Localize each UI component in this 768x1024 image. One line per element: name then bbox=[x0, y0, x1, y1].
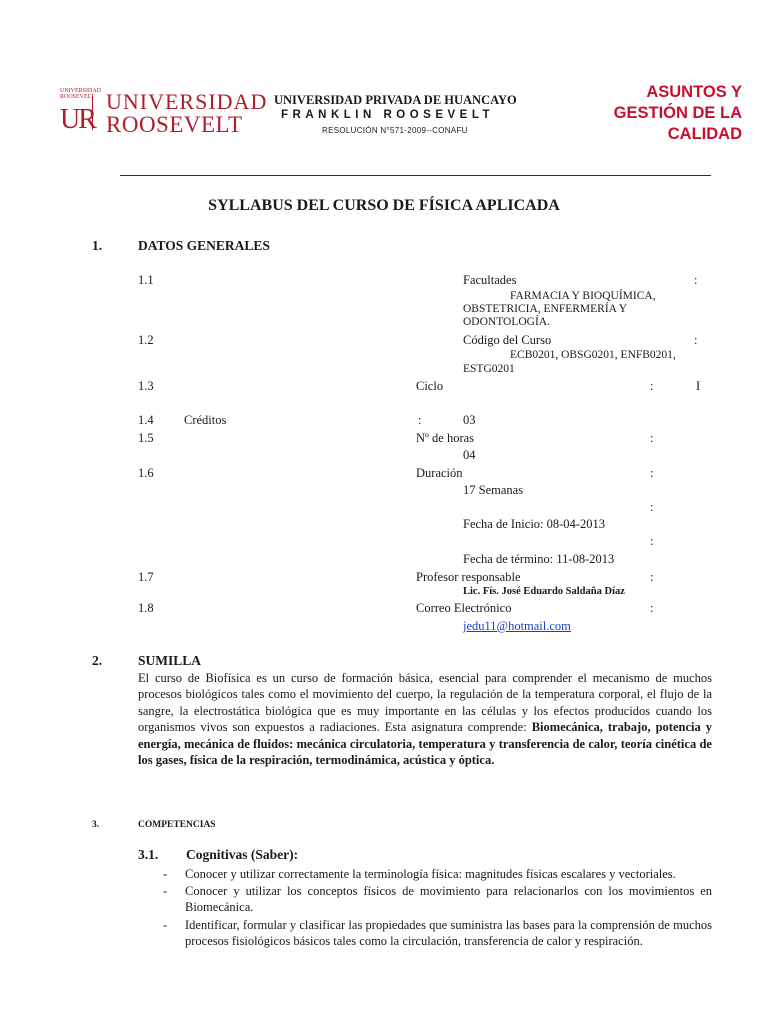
list-item bbox=[163, 917, 712, 949]
department-line: ASUNTOS Y bbox=[646, 83, 742, 101]
item-value: 17 Semanas bbox=[463, 483, 524, 497]
item-colon: : bbox=[650, 379, 654, 393]
item-number: 1.1 bbox=[138, 273, 154, 287]
list-item-text: Conocer y utilizar los conceptos físicos de movimiento para relacionarlos con los movimientos en Biomecánica. bbox=[185, 884, 712, 915]
item-colon: : bbox=[694, 273, 698, 287]
section-title: DATOS GENERALES bbox=[138, 238, 270, 253]
item-label: Correo Electrónico bbox=[416, 601, 512, 615]
header-rule bbox=[120, 175, 711, 176]
item-number: 1.3 bbox=[138, 379, 154, 393]
start-date: Fecha de Inicio: 08-04-2013 bbox=[463, 517, 605, 531]
item-colon: : bbox=[694, 333, 698, 347]
department-line: CALIDAD bbox=[667, 125, 742, 143]
logo-word-roosevelt: ROOSEVELT bbox=[106, 112, 243, 137]
department-heading bbox=[614, 82, 742, 145]
item-value: 03 bbox=[463, 413, 476, 427]
item-colon: : bbox=[650, 601, 654, 615]
item-number: 1.8 bbox=[138, 601, 154, 615]
logo-divider bbox=[92, 96, 93, 130]
item-value: FARMACIA Y BIOQUÍMICA, bbox=[510, 290, 656, 302]
university-subtitle: FRANKLIN ROOSEVELT bbox=[281, 109, 495, 121]
sumilla-topics: Biomecánica, trabajo, potencia y energía, mecánica de fluidos: mecánica circulatoria, temperatura y transferencia de calor, teoría cinética de los gases, física de la respiración, termodinámica, acústica y óptica. bbox=[138, 720, 712, 768]
item-value: ODONTOLOGÍA. bbox=[463, 316, 550, 328]
bullet-dash: - bbox=[163, 867, 168, 881]
item-value: 04 bbox=[463, 448, 476, 462]
item-label: Duración bbox=[416, 466, 463, 480]
item-colon: : bbox=[650, 500, 654, 514]
item-colon: : bbox=[650, 466, 654, 480]
item-value: OBSTETRICIA, ENFERMERÍA Y bbox=[463, 303, 628, 315]
section-title: COMPETENCIAS bbox=[138, 820, 216, 830]
item-number: 1.5 bbox=[138, 431, 154, 445]
end-date: Fecha de término: 11-08-2013 bbox=[463, 552, 615, 566]
item-label: Código del Curso bbox=[463, 333, 552, 347]
item-value: ECB0201, OBSG0201, ENFB0201, bbox=[510, 349, 676, 361]
section-number: 3. bbox=[92, 820, 100, 830]
document-title: SYLLABUS DEL CURSO DE FÍSICA APLICADA bbox=[208, 197, 560, 214]
item-number: 1.6 bbox=[138, 466, 154, 480]
university-name: UNIVERSIDAD PRIVADA DE HUANCAYO bbox=[274, 93, 517, 107]
sumilla-text: El curso de Biofísica es un curso de formación básica, esencial para comprender el mecanismo de muchos procesos biológicos tales como el movimiento del cuerpo, la regulación de la temperatura corporal, el flujo de la sangre, la electrostática biológica que es muy importante en las células y los efectos producidos cuando los organismos vivos son expuestos a radiaciones. Esta asignatura comprende: bbox=[138, 671, 712, 735]
item-colon: : bbox=[650, 570, 654, 584]
item-number: 1.7 bbox=[138, 570, 154, 584]
item-label: Ciclo bbox=[416, 379, 444, 393]
section-title: SUMILLA bbox=[138, 653, 202, 668]
list-item-text: Conocer y utilizar correctamente la terminología física: magnitudes físicas escalares y vectoriales. bbox=[185, 867, 676, 881]
subsection-title: Cognitivas (Saber): bbox=[186, 847, 299, 862]
item-value: ESTG0201 bbox=[463, 363, 515, 375]
list-item bbox=[163, 866, 712, 882]
subsection-number: 3.1. bbox=[138, 847, 159, 862]
logo-small-text bbox=[60, 88, 101, 100]
logo-small-line2: ROOSEVELT bbox=[60, 94, 95, 100]
list-item-text: Identificar, formular y clasificar las propiedades que suministra las bases para la comprensión de muchos procesos fisiológicos básicos tales como la circulación, transferencia de calor y respiración. bbox=[185, 917, 712, 948]
resolution-text: RESOLUCIÓN N°571-2009--CONAFU bbox=[322, 126, 468, 135]
item-colon: : bbox=[650, 431, 654, 445]
item-label: Créditos bbox=[184, 413, 227, 427]
logo-mark: UR bbox=[60, 104, 95, 135]
item-number: 1.4 bbox=[138, 413, 154, 427]
item-colon: : bbox=[650, 534, 654, 548]
sumilla-paragraph bbox=[138, 670, 712, 768]
bullet-dash: - bbox=[163, 884, 168, 899]
item-label: Profesor responsable bbox=[416, 570, 521, 584]
item-label: Nº de horas bbox=[416, 431, 475, 445]
section-number: 1. bbox=[92, 238, 103, 253]
logo-word-universidad: UNIVERSIDAD bbox=[106, 89, 268, 114]
logo-small-line1: UNIVERSIDAD bbox=[60, 88, 101, 94]
competency-list bbox=[163, 866, 712, 950]
professor-name: Lic. Fís. José Eduardo Saldaña Díaz bbox=[463, 586, 625, 597]
item-colon: : bbox=[418, 413, 422, 427]
department-line: GESTIÓN DE LA bbox=[613, 104, 742, 122]
item-label: Facultades bbox=[463, 273, 517, 287]
section-number: 2. bbox=[92, 653, 103, 668]
item-number: 1.2 bbox=[138, 333, 154, 347]
item-value: I bbox=[696, 379, 701, 393]
email-link[interactable]: jedu11@hotmail.com bbox=[463, 619, 571, 633]
list-item bbox=[163, 883, 712, 915]
bullet-dash: - bbox=[163, 917, 168, 932]
